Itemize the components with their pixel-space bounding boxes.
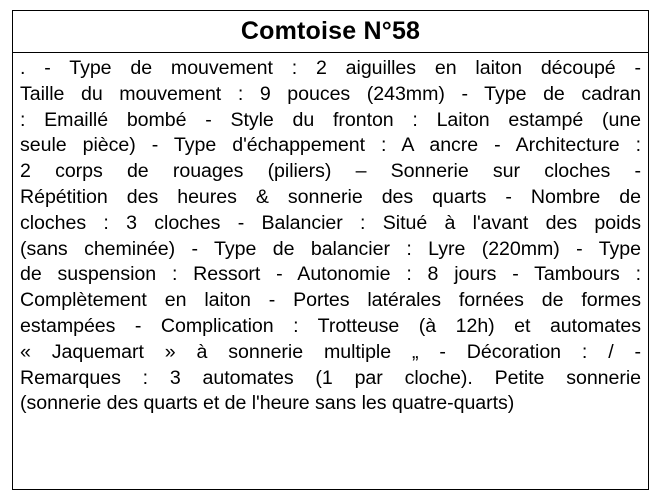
description-line: : Emaillé bombé - Style du fronton : Laiton estampé (une [20, 108, 641, 131]
description-line: (sans cheminée) - Type de balancier : Lyre (220mm) - Type [20, 237, 641, 260]
page-title: Comtoise N°58 [240, 17, 421, 45]
description-line: cloches : 3 cloches - Balancier : Situé à l'avant des poids [20, 211, 641, 234]
description-line: seule pièce) - Type d'échappement : A ancre - Architecture : [20, 134, 641, 157]
description-line: Complètement en laiton - Portes latérales fornées de formes [20, 289, 641, 312]
description-line: de suspension : Ressort - Autonomie : 8 jours - Tambours : [20, 263, 641, 286]
description-line: 2 corps de rouages (piliers) – Sonnerie sur cloches - [20, 160, 641, 183]
description-body [13, 53, 648, 417]
description-line: Remarques : 3 automates (1 par cloche). Petite sonnerie [20, 366, 641, 389]
description-line: estampées - Complication : Trotteuse (à 12h) et automates [20, 314, 641, 337]
description-line: Taille du mouvement : 9 pouces (243mm) - Type de cadran [20, 82, 641, 105]
description-card [12, 10, 649, 490]
description-line: . - Type de mouvement : 2 aiguilles en laiton découpé - [20, 57, 641, 79]
title-row [13, 11, 648, 53]
description-line: (sonnerie des quarts et de l'heure sans les quatre-quarts) [20, 392, 515, 415]
description-line: « Jaquemart » à sonnerie multiple „ - Décoration : / - [20, 340, 641, 363]
description-line: Répétition des heures & sonnerie des quarts - Nombre de [20, 185, 641, 208]
